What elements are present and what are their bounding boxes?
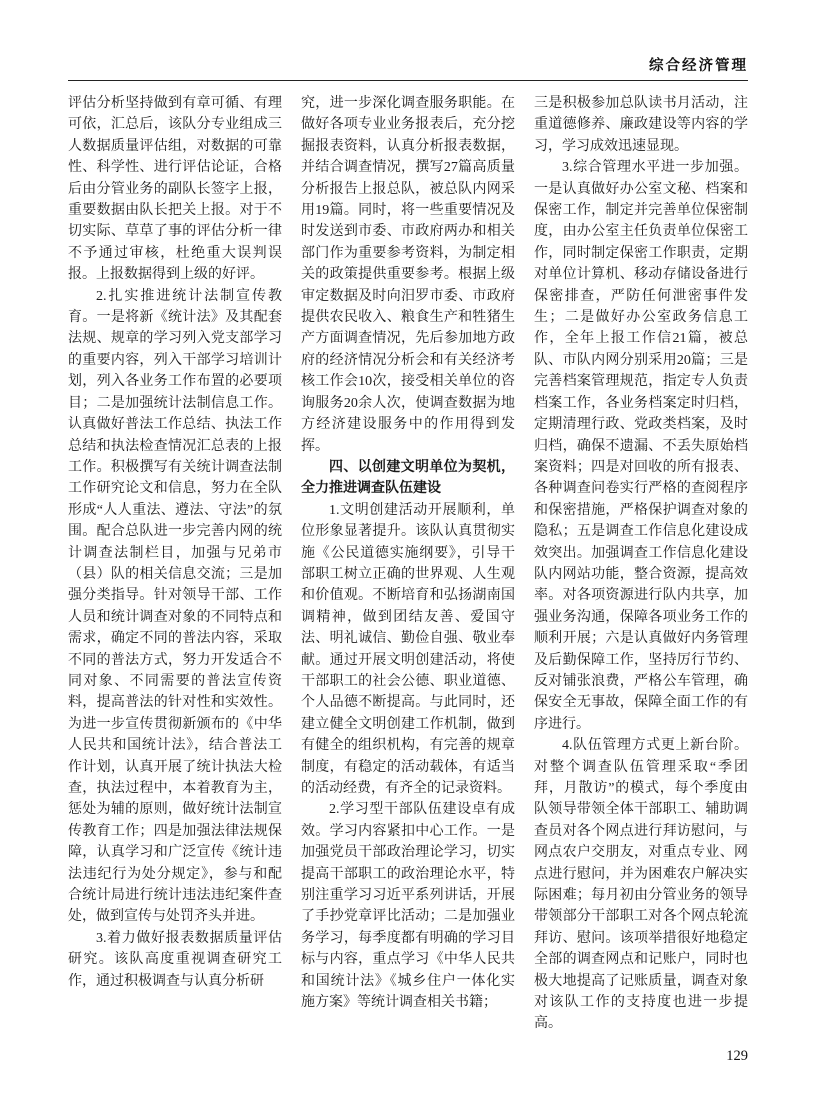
paragraph: 三是积极参加总队读书月活动，注重道德修养、廉政建设等内容的学习，学习成效迅速显现。: [534, 96, 748, 154]
page-header: [68, 54, 748, 81]
paragraph: 2.扎实推进统计法制宣传教育。一是将新《统计法》及其配套法规、规章的学习列入党支部学习的重要内容，列入干部学习培训计划，列入各业务工作布置的必要项目；二是加强统计法制信息工作。认真做好普法工作总结、执法工作总结和执法检查情况汇总表的上报工作。积极撰写有关统计调查法制工作研究论文和信息，努力在全队形成“人人重法、遵法、守法”的氛围。配合总队进一步完善内网的统计调查法制栏目，加强与兄弟市（县）队的相关信息交流；三是加强分类指导。针对领导干部、工作人员和统计调查对象的不同特点和需求，确定不同的普法内容，采取不同的普法方式，努力开发适合不同对象、不同需要的普法宣传资料，提高普法的针对性和实效性。为进一步宣传贯彻新颁布的《中华人民共和国统计法》，结合普法工作计划，认真开展了统计执法大检查，执法过程中，本着教育为主，惩处为辅的原则，做好统计法制宣传教育工作；四是加强法律法规保障，认真学习和广泛宣传《统计违法违纪行为处分规定》，参与和配合统计局进行统计违法违纪案件查处，做到宣传与处罚齐头并进。: [68, 288, 282, 925]
paragraph: 究，进一步深化调查服务职能。在做好各项专业业务报表后，充分挖掘报表资料，认真分析报表数据，并结合调查情况，撰写27篇高质量分析报告上报总队，被总队内网采用19篇。同时，将一些重要情况及时发送到市委、市政府两办和相关部门作为重要参考资料，为制定相关的政策提供重要参考。根据上级审定数据及时向汨罗市委、市政府提供农民收入、粮食生产和牲猪生产方面调查情况，先后参加地方政府的经济情况分析会和有关经济考核工作会10次，接受相关单位的咨询服务20余人次，使调查数据为地方经济建设服务中的作用得到发挥。: [301, 96, 515, 454]
section-heading: 四、以创建文明单位为契机，全力推进调查队伍建设: [301, 459, 515, 497]
text-column: [68, 93, 282, 1037]
header-rule: [68, 80, 748, 81]
text-column: [301, 93, 515, 1037]
paragraph: 4.队伍管理方式更上新台阶。对整个调查队伍管理采取“季团拜，月散访”的模式，每个季度由队领导带领全体干部职工、辅助调查员对各个网点进行拜访慰问，与网点农户交朋友，对重点专业、网点进行慰问，并为困难农户解决实际困难；每月初由分管业务的领导带领部分干部职工对各个网点轮流拜访、慰问。该项举措很好地稳定全部的调查网点和记账户，同时也极大地提高了记账质量，调查对象对该队工作的支持度也进一步提高。: [534, 738, 748, 1032]
paragraph: 3.着力做好报表数据质量评估研究。该队高度重视调查研究工作，通过积极调查与认真分析研: [68, 930, 282, 989]
text-column: [534, 93, 748, 1037]
paragraph: 2.学习型干部队伍建设卓有成效。学习内容紧扣中心工作。一是加强党员干部政治理论学习，切实提高干部职工的政治理论水平，特别注重学习习近平系列讲话，开展了手抄党章评比活动；二是加强业务学习，每季度都有明确的学习目标与内容，重点学习《中华人民共和国统计法》《城乡住户一体化实施方案》等统计调查相关书籍；: [301, 802, 515, 1011]
paragraph: 1.文明创建活动开展顺利，单位形象显著提升。该队认真贯彻实施《公民道德实施纲要》，引导干部职工树立正确的世界观、人生观和价值观。不断培育和弘扬湖南国调精神，做到团结友善、爱国守法、明礼诚信、勤俭自强、敬业奉献。通过开展文明创建活动，将使干部职工的社会公德、职业道德、个人品德不断提高。与此同时，还建立健全文明创建工作机制，做到有健全的组织机构，有完善的规章制度，有稳定的活动载体，有适当的活动经费，有齐全的记录资料。: [301, 502, 515, 796]
header-title: 综合经济管理: [649, 58, 748, 74]
article-body: [68, 93, 748, 1037]
paragraph: 评估分析坚持做到有章可循、有理可依，汇总后，该队分专业组成三人数据质量评估组，对数据的可靠性、科学性、进行评估论证，合格后由分管业务的副队长签字上报，重要数据由队长把关上报。对于不切实际、草草了事的评估分析一律不予通过审核，杜绝重大误判误报。上报数据得到上级的好评。: [68, 96, 282, 283]
paragraph: 3.综合管理水平进一步加强。一是认真做好办公室文秘、档案和保密工作，制定并完善单位保密制度，由办公室主任负责单位保密工作，同时制定保密工作职责，定期对单位计算机、移动存储设备进行保密排查，严防任何泄密事件发生；二是做好办公室政务信息工作，全年上报工作信21篇，被总队、市队内网分别采用20篇；三是完善档案管理规范，指定专人负责档案工作，各业务档案定时归档，定期清理行政、党政类档案，及时归档，确保不遗漏、不丢失原始档案资料；四是对回收的所有报表、各种调查问卷实行严格的查阅程序和保密措施，严格保护调查对象的隐私；五是调查工作信息化建设成效突出。加强调查工作信息化建设队内网站功能，整合资源，提高效率。对各项资源进行队内共享，加强业务沟通，保障各项业务工作的顺利开展；六是认真做好内务管理及后勤保障工作，坚持厉行节约、反对铺张浪费，严格公车管理，确保安全无事故，保障全面工作的有序进行。: [534, 160, 748, 732]
page-number: 129: [726, 1048, 748, 1064]
